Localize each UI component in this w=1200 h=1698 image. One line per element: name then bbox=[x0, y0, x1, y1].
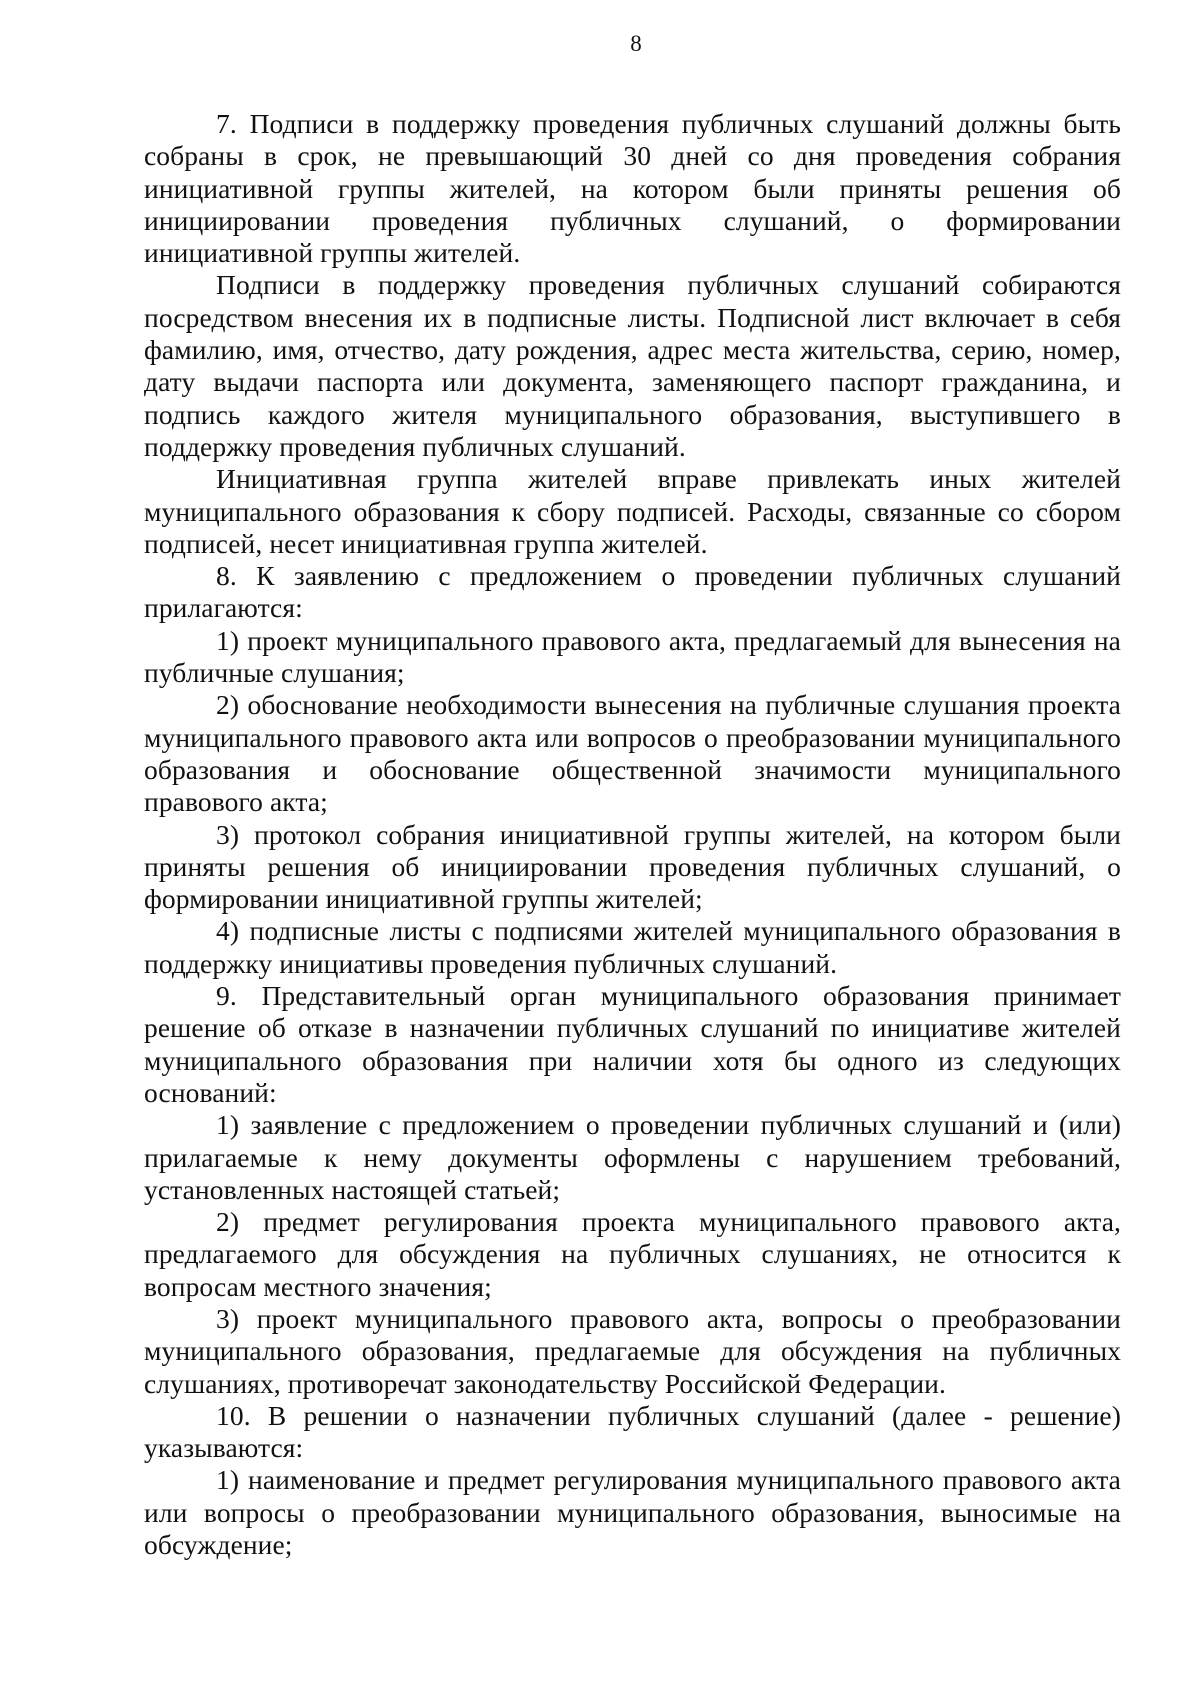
paragraph-8-item-4: 4) подписные листы с подписями жителей муниципального образования в поддержку инициативы проведения публичных слушаний. bbox=[144, 915, 1121, 979]
paragraph-8-item-1: 1) проект муниципального правового акта, предлагаемый для вынесения на публичные слушания; bbox=[144, 624, 1121, 689]
paragraph-9-item-1: 1) заявление с предложением о проведении публичных слушаний и (или) прилагаемые к нему документы оформлены с нарушением требований, установленных настоящей статьей; bbox=[144, 1109, 1121, 1205]
paragraph-10: 10. В решении о назначении публичных слушаний (далее - решение) указываются: bbox=[144, 1399, 1121, 1464]
paragraph-9: 9. Представительный орган муниципального образования принимает решение об отказе в назначении публичных слушаний по инициативе жителей муниципального образования при наличии хотя бы одного из следующих оснований: bbox=[144, 980, 1121, 1108]
page-number: 8 bbox=[630, 31, 642, 56]
paragraph-signatures-collection: Подписи в поддержку проведения публичных слушаний собираются посредством внесения их в подписные листы. Подписной лист включает в себя фамилию, имя, отчество, дату рождения, адрес места жительства, серию, номер, дату выдачи паспорта или документа, заменяющего паспорт гражданина, и подпись каждого жителя муниципального образования, выступившего в поддержку проведения публичных слушаний. bbox=[144, 269, 1121, 462]
paragraph-8: 8. К заявлению с предложением о проведении публичных слушаний прилагаются: bbox=[144, 560, 1121, 624]
paragraph-9-item-3: 3) проект муниципального правового акта, вопросы о преобразовании муниципального образования, предлагаемые для обсуждения на публичных слушаниях, противоречат законодательству Российской Федерации. bbox=[144, 1302, 1121, 1399]
paragraph-7: 7. Подписи в поддержку проведения публичных слушаний должны быть собраны в срок, не превышающий 30 дней со дня проведения собрания инициативной группы жителей, на котором были приняты решения об инициировании проведения публичных слушаний, о формировании инициативной группы жителей. bbox=[144, 108, 1121, 269]
paragraph-8-item-3: 3) протокол собрания инициативной группы жителей, на котором были приняты решения об инициировании проведения публичных слушаний, о формировании инициативной группы жителей; bbox=[144, 818, 1121, 915]
paragraph-initiative-group: Инициативная группа жителей вправе привлекать иных жителей муниципального образования к сбору подписей. Расходы, связанные со сбором подписей, несет инициативная группа жителей. bbox=[144, 463, 1121, 559]
paragraph-10-item-1: 1) наименование и предмет регулирования муниципального правового акта или вопросы о преобразовании муниципального образования, выносимые на обсуждение; bbox=[144, 1464, 1121, 1561]
paragraph-8-item-2: 2) обоснование необходимости вынесения на публичные слушания проекта муниципального правового акта или вопросов о преобразовании муниципального образования и обоснование общественной значимости муниципального правового акта; bbox=[144, 689, 1121, 818]
document-body bbox=[144, 108, 1121, 1561]
paragraph-9-item-2: 2) предмет регулирования проекта муниципального правового акта, предлагаемого для обсуждения на публичных слушаниях, не относится к вопросам местного значения; bbox=[144, 1206, 1121, 1302]
